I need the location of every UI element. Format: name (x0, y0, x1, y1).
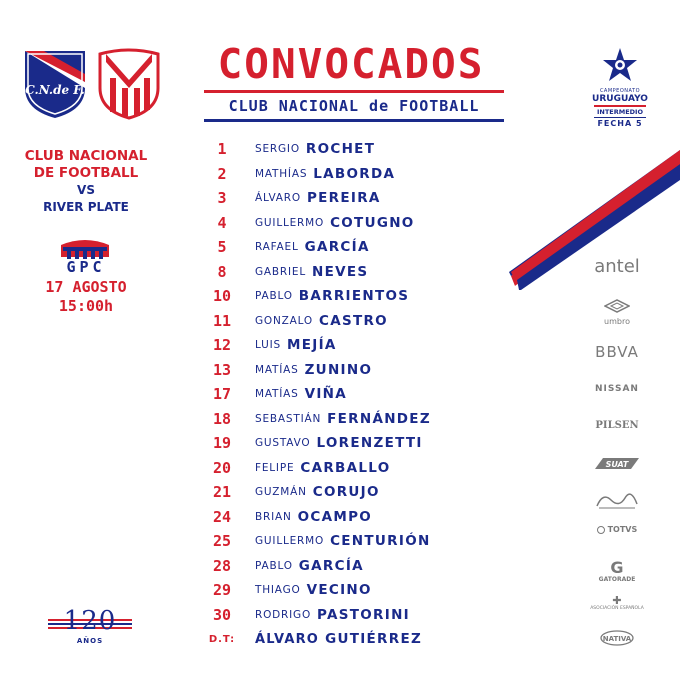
player-number: 21 (212, 483, 232, 502)
roster-row (205, 431, 495, 456)
campeonato-star-icon (600, 46, 640, 84)
page-title: CONVOCADOS (217, 40, 485, 88)
player-first-name: PABLO (255, 290, 293, 303)
player-last-name: CENTURIÓN (330, 533, 431, 550)
roster-row (205, 260, 495, 285)
player-last-name: GUTIÉRREZ (325, 631, 423, 648)
anniversary-label: AÑOS (76, 637, 104, 645)
player-first-name: SERGIO (255, 143, 300, 156)
player-first-name: THIAGO (255, 584, 301, 597)
roster-row (205, 603, 495, 628)
player-last-name: FERNÁNDEZ (327, 410, 431, 427)
player-first-name: ÁLVARO (255, 192, 301, 205)
player-number: 20 (212, 458, 232, 477)
player-number: 25 (212, 532, 232, 551)
player-first-name: PABLO (255, 559, 293, 572)
sponsor-antel: antel (594, 256, 640, 277)
player-last-name: OCAMPO (297, 508, 373, 525)
script-logo-icon (585, 490, 649, 512)
umbro-label: umbro (604, 317, 630, 326)
roster-row (205, 554, 495, 579)
championship-divider (594, 105, 646, 107)
player-number: 3 (217, 189, 227, 208)
player-first-name: SEBASTIÁN (255, 412, 322, 425)
gatorade-label: GATORADE (598, 576, 636, 583)
player-last-name: ZUNINO (304, 361, 373, 378)
player-number: 5 (217, 238, 227, 257)
totvs-label: TOTVS (607, 525, 638, 534)
sponsor-gatorade (585, 560, 649, 583)
venue-label: GPC (66, 258, 106, 276)
crest-text: C.N.de F. (25, 83, 85, 97)
player-number: 13 (212, 360, 232, 379)
player-number: D.T: (208, 633, 236, 645)
player-first-name: GONZALO (255, 314, 313, 327)
band-top-line (204, 90, 504, 93)
player-first-name: BRIAN (255, 510, 292, 523)
player-number: 2 (217, 164, 227, 183)
player-last-name: COTUGNO (330, 214, 415, 231)
roster-row (205, 162, 495, 187)
sponsor-bbva: BBVA (595, 343, 639, 361)
roster-row (205, 137, 495, 162)
player-last-name: PEREIRA (306, 190, 381, 207)
home-team-line1: CLUB NACIONAL (24, 148, 148, 164)
roster-list (205, 137, 495, 652)
player-number: 12 (212, 336, 232, 355)
totvs-circle-icon (597, 526, 605, 534)
sponsor-nissan: NISSAN (595, 384, 639, 394)
sponsor-totvs (585, 525, 649, 534)
player-last-name: ROCHET (305, 141, 376, 158)
anniversary-number: 120 (63, 606, 117, 636)
player-last-name: CARBALLO (300, 459, 391, 476)
player-last-name: NEVES (312, 263, 369, 280)
player-first-name: FELIPE (255, 461, 295, 474)
svg-text:SUAT: SUAT (605, 460, 629, 469)
championship-line2: URUGUAYO (592, 94, 648, 104)
nacional-crest-icon (22, 48, 88, 120)
player-number: 19 (212, 434, 232, 453)
match-time: 15:00h (58, 297, 114, 315)
player-number: 30 (212, 605, 232, 624)
roster-row (205, 358, 495, 383)
roster-row (205, 284, 495, 309)
roster-row (205, 235, 495, 260)
river-plate-crest-icon (96, 48, 162, 120)
player-last-name: CASTRO (318, 312, 388, 329)
player-last-name: GARCÍA (304, 239, 370, 256)
match-date: 17 AGOSTO (45, 278, 127, 296)
roster-row (205, 578, 495, 603)
player-first-name: MATÍAS (255, 388, 299, 401)
sponsor-umbro (585, 298, 649, 326)
player-number: 10 (212, 287, 232, 306)
subtitle-band (204, 90, 504, 124)
player-first-name: GUZMÁN (255, 486, 307, 499)
roster-row (205, 456, 495, 481)
player-last-name: VECINO (306, 582, 372, 599)
player-first-name: RODRIGO (255, 608, 312, 621)
player-number: 17 (212, 385, 232, 404)
championship-divider-2 (594, 117, 646, 118)
player-number: 24 (212, 507, 232, 526)
player-number: 29 (212, 581, 232, 600)
player-number: 8 (217, 262, 227, 281)
match-date-time (0, 278, 172, 316)
player-last-name: VIÑA (304, 386, 348, 403)
roster-row (205, 529, 495, 554)
roster-row (205, 480, 495, 505)
vs-label: VS (77, 183, 95, 197)
player-first-name: GUSTAVO (255, 437, 311, 450)
roster-row (205, 505, 495, 530)
svg-text:NATIVA: NATIVA (602, 635, 632, 643)
player-first-name: GUILLERMO (255, 216, 325, 229)
player-first-name: ÁLVARO (255, 631, 320, 647)
suat-logo-icon (585, 455, 649, 473)
player-last-name: LABORDA (313, 165, 396, 182)
home-team-line2: DE FOOTBALL (33, 165, 139, 181)
player-first-name: GUILLERMO (255, 535, 325, 548)
roster-row (205, 211, 495, 236)
championship-round: FECHA 5 (597, 119, 643, 128)
away-team: RIVER PLATE (43, 200, 129, 214)
player-last-name: CORUJO (312, 484, 380, 501)
player-first-name: LUIS (255, 339, 281, 352)
sponsor-asociacion (585, 595, 649, 611)
player-last-name: GARCÍA (298, 557, 364, 574)
player-number: 11 (212, 311, 232, 330)
player-number: 18 (212, 409, 232, 428)
player-number: 1 (217, 140, 227, 159)
gatorade-g: G (610, 558, 624, 577)
championship-line1: CAMPEONATO (599, 88, 641, 94)
player-first-name: MATÍAS (255, 363, 299, 376)
player-number: 4 (217, 213, 227, 232)
player-last-name: PASTORINI (317, 606, 410, 623)
championship-logo (590, 46, 650, 128)
roster-row (205, 333, 495, 358)
player-first-name: GABRIEL (255, 265, 306, 278)
roster-row (205, 309, 495, 334)
player-first-name: MATHÍAS (255, 167, 308, 180)
player-last-name: MEJÍA (286, 337, 337, 354)
page-subtitle: CLUB NACIONAL de FOOTBALL (228, 97, 480, 115)
roster-row (205, 627, 495, 652)
championship-phase: INTERMEDIO (597, 108, 643, 116)
nativa-logo-icon (585, 629, 649, 647)
player-last-name: LORENZETTI (316, 435, 423, 452)
asociacion-cross-icon: ✚ (612, 594, 622, 607)
match-info (0, 148, 172, 216)
player-number: 28 (212, 556, 232, 575)
roster-row (205, 186, 495, 211)
roster-row (205, 407, 495, 432)
umbro-diamond-icon (604, 299, 630, 313)
player-first-name: RAFAEL (255, 241, 299, 254)
roster-row (205, 382, 495, 407)
band-bottom-line (204, 119, 504, 122)
asociacion-line1: ASOCIACIÓN ESPAÑOLA (590, 606, 644, 611)
player-last-name: BARRIENTOS (298, 288, 410, 305)
sponsor-pilsen: PILSEN (595, 420, 639, 431)
